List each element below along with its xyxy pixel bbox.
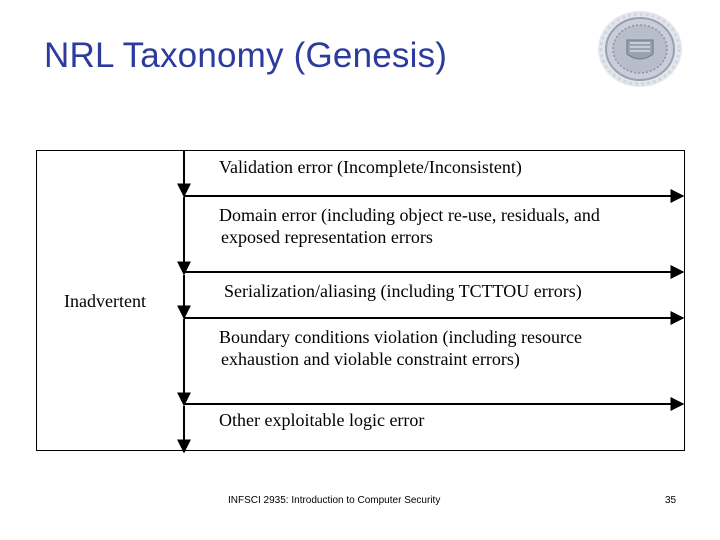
category-boundary-conditions: Boundary conditions violation (including resource exhaustion and violable constraint errors) [219,327,582,369]
page-number: 35 [665,495,677,506]
category-domain-error: Domain error (including object re-use, residuals, and exposed representation errors [219,205,600,247]
inadvertent-label: Inadvertent [64,291,146,311]
slide-title: NRL Taxonomy (Genesis) [44,36,448,75]
category-validation-error: Validation error (Incomplete/Inconsistent) [219,157,522,177]
category-serialization-aliasing: Serialization/aliasing (including TCTTOU errors) [224,281,582,301]
category-exploitable-logic-error: Other exploitable logic error [219,410,425,430]
footer-course-title: INFSCI 2935: Introduction to Computer Security [228,495,441,506]
